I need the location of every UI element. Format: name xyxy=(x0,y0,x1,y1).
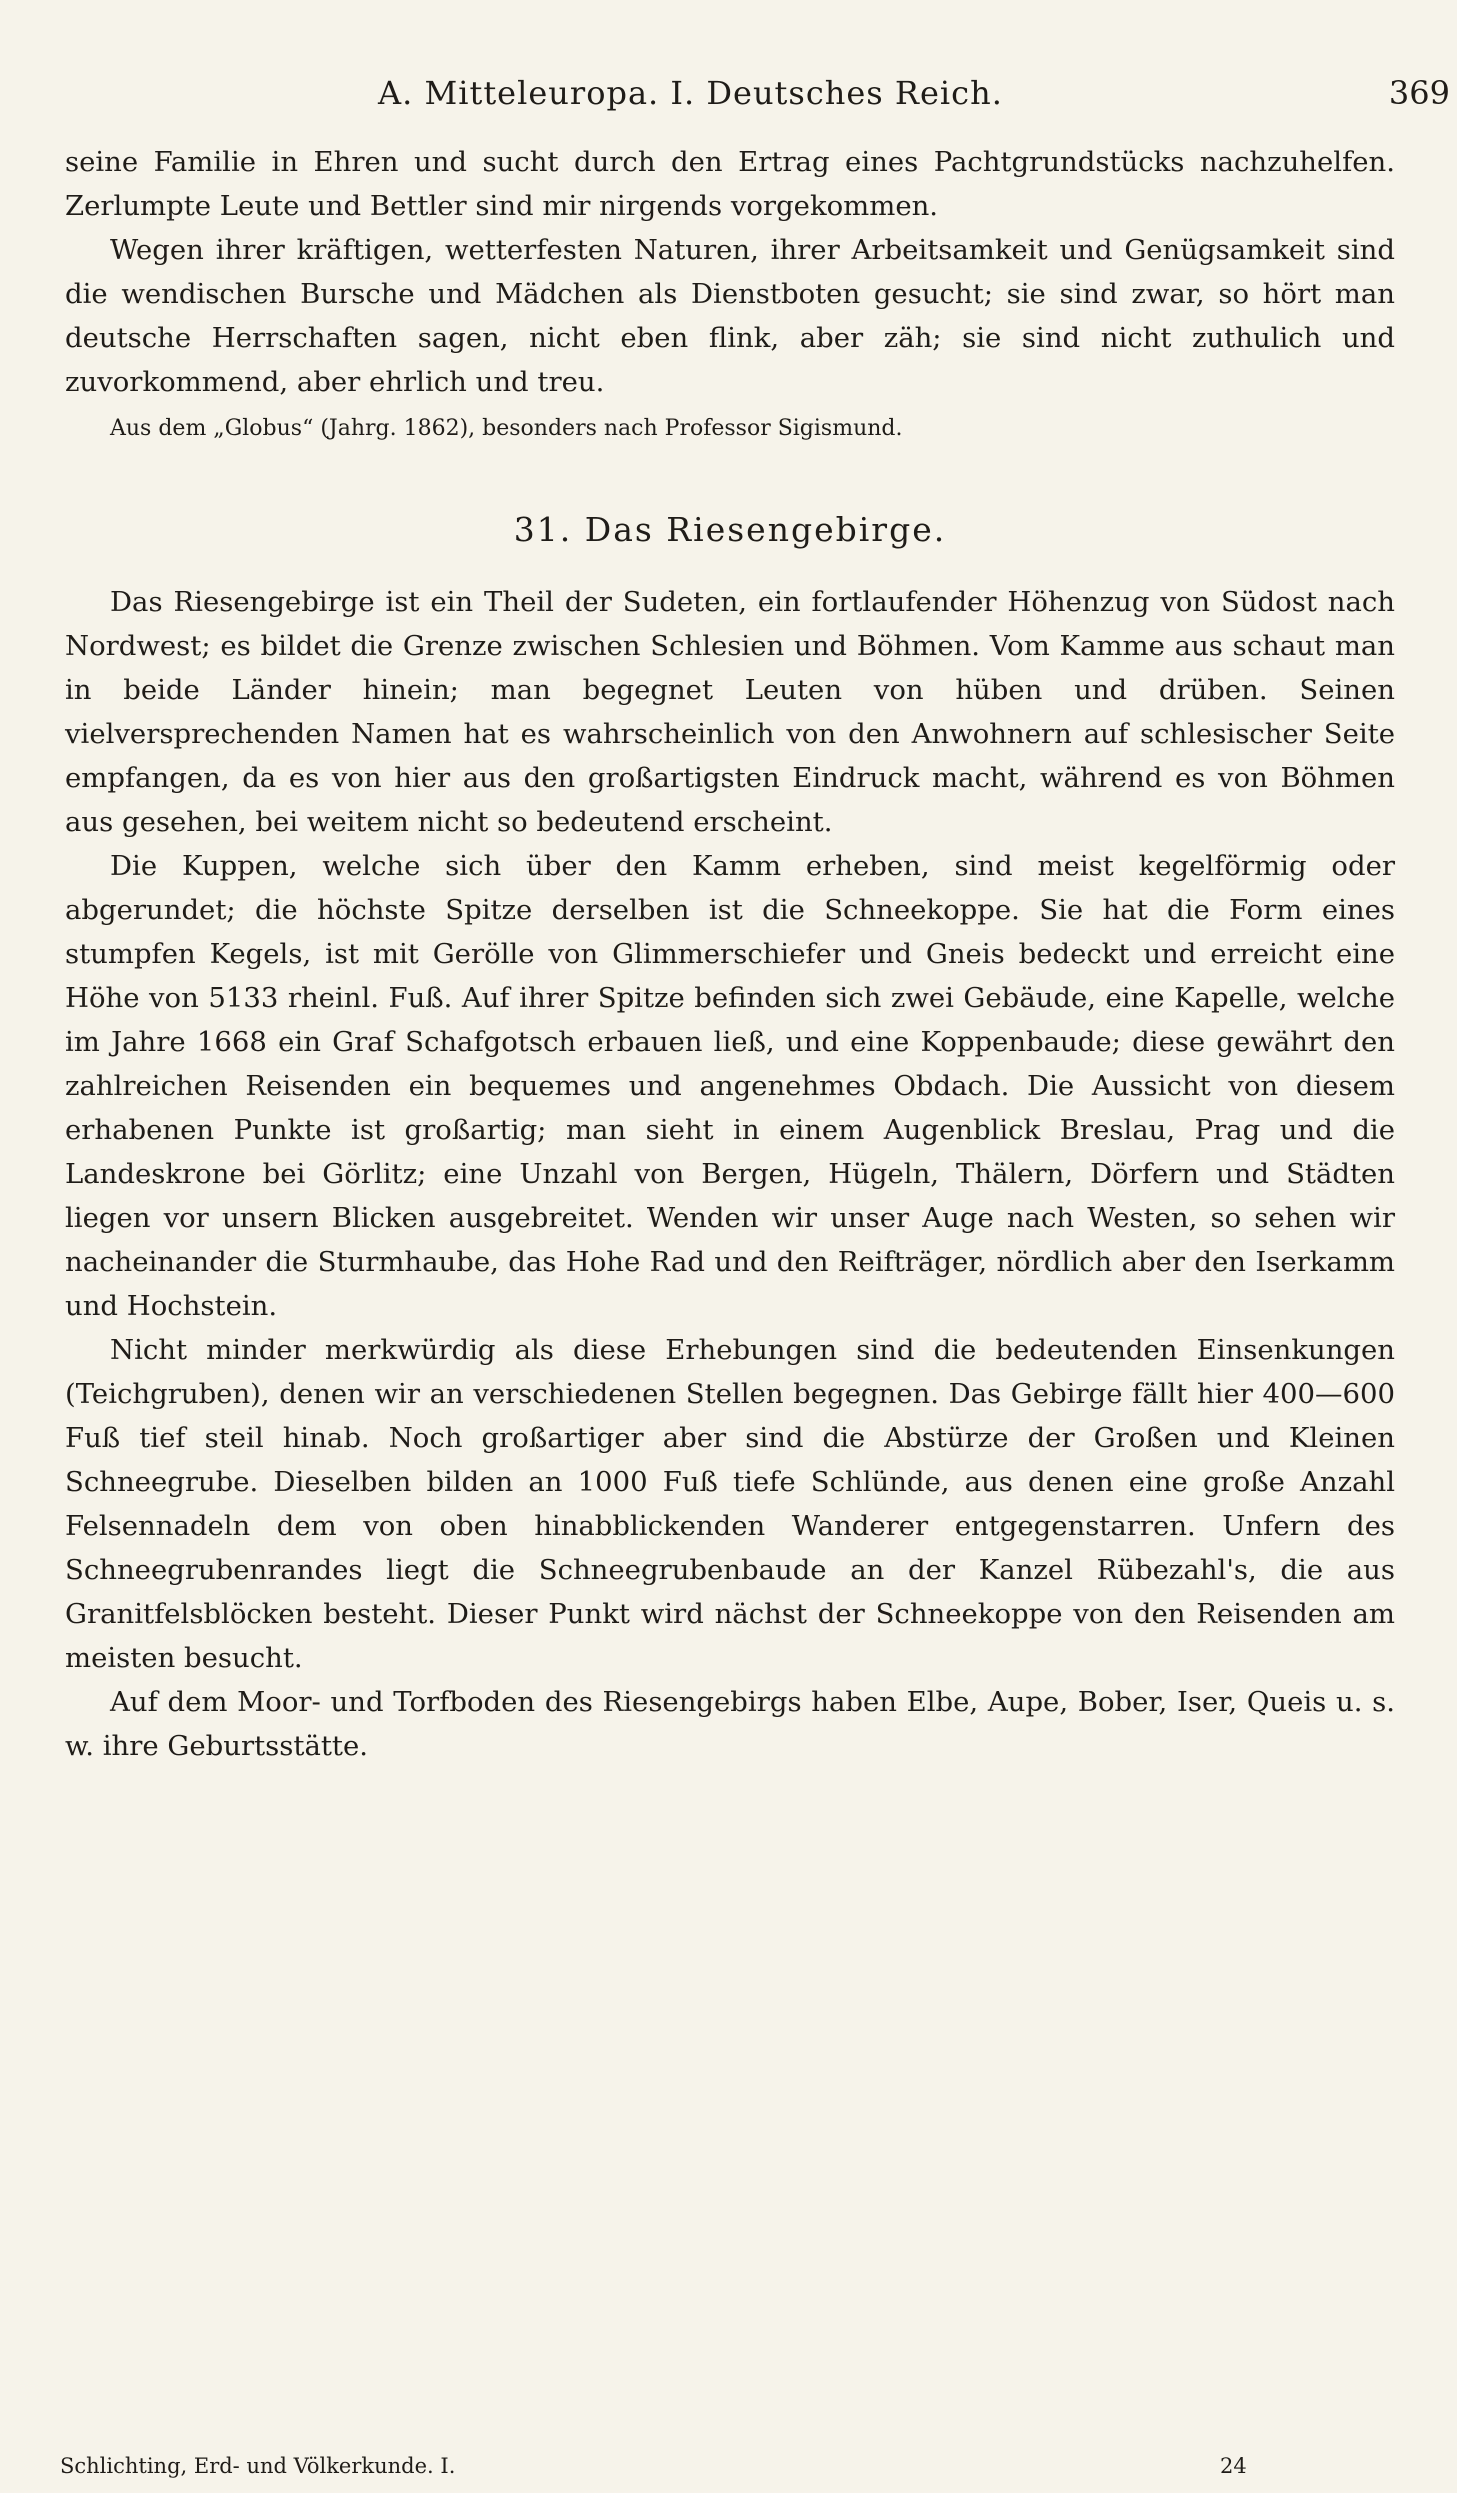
source-note: Aus dem „Globus“ (Jahrg. 1862), besonders nach Professor Sigismund. xyxy=(110,416,903,441)
section-heading: 31. Das Riesengebirge. xyxy=(513,510,947,549)
page-number: 369 xyxy=(1388,74,1450,112)
paragraph-schneegruben: Nicht minder merkwürdig als diese Erhebungen sind die bedeutenden Einsenkungen (Teichgruben), denen wir an verschiedenen Stellen begegnen. Das Gebirge fällt hier 400—600 Fuß tief steil hinab. Noch großartiger aber sind die Abstürze der Großen und Kleinen Schneegrube. Dieselben bilden an 1000 Fuß tiefe Schlünde, aus denen eine große Anzahl Felsennadeln dem von oben hinabblickenden Wanderer entgegenstarren. Unfern des Schneegrubenrandes liegt die Schneegrubenbaude an der Kanzel Rübezahl's, die aus Granitfelsblöcken besteht. Dieser Punkt wird nächst der Schneekoppe von den Reisenden am meisten besucht. xyxy=(65,1334,1395,1674)
paragraph-rivers: Auf dem Moor- und Torfboden des Riesengebirgs haben Elbe, Aupe, Bober, Iser, Queis u. s. w. ihre Geburtsstätte. xyxy=(65,1686,1395,1762)
paragraph-continued: seine Familie in Ehren und sucht durch den Ertrag eines Pachtgrundstücks nachzuhelfen. Zerlumpte Leute und Bettler sind mir nirgends vorgekommen. xyxy=(65,146,1395,222)
paragraph-schneekoppe: Die Kuppen, welche sich über den Kamm erheben, sind meist kegelförmig oder abgerundet; die höchste Spitze derselben ist die Schneekoppe. Sie hat die Form eines stumpfen Kegels, ist mit Gerölle von Glimmerschiefer und Gneis bedeckt und erreicht eine Höhe von 5133 rheinl. Fuß. Auf ihrer Spitze befinden sich zwei Gebäude, eine Kapelle, welche im Jahre 1668 ein Graf Schafgotsch erbauen ließ, und eine Koppenbaude; diese gewährt den zahlreichen Reisenden ein bequemes und angenehmes Obdach. Die Aussicht von diesem erhabenen Punkte ist großartig; man sieht in einem Augenblick Breslau, Prag und die Landeskrone bei Görlitz; eine Unzahl von Bergen, Hügeln, Thälern, Dörfern und Städten liegen vor unsern Blicken ausgebreitet. Wenden wir unser Auge nach Westen, so sehen wir nacheinander die Sturmhaube, das Hohe Rad und den Reifträger, nördlich aber den Iserkamm und Hochstein. xyxy=(65,850,1395,1322)
page-footer xyxy=(60,2454,1390,2484)
signature-mark: 24 xyxy=(1220,2454,1247,2478)
paragraph-wendish-servants: Wegen ihrer kräftigen, wetterfesten Naturen, ihrer Arbeitsamkeit und Genügsamkeit sind die wendischen Bursche und Mädchen als Dienstboten gesucht; sie sind zwar, so hört man deutsche Herrschaften sagen, nicht eben flink, aber zäh; sie sind nicht zuthulich und zuvorkommend, aber ehrlich und treu. xyxy=(65,234,1395,398)
page-body xyxy=(65,140,1395,1768)
running-head xyxy=(60,74,1450,118)
paragraph-riesengebirge-intro: Das Riesengebirge ist ein Theil der Sudeten, ein fortlaufender Höhenzug von Südost nach Nordwest; es bildet die Grenze zwischen Schlesien und Böhmen. Vom Kamme aus schaut man in beide Länder hinein; man begegnet Leuten von hüben und drüben. Seinen vielversprechenden Namen hat es wahrscheinlich von den Anwohnern auf schlesischer Seite empfangen, da es von hier aus den großartigsten Eindruck macht, während es von Böhmen aus gesehen, bei weitem nicht so bedeutend erscheint. xyxy=(65,586,1395,838)
running-head-title: A. Mitteleuropa. I. Deutsches Reich. xyxy=(378,74,1003,112)
footer-imprint: Schlichting, Erd- und Völkerkunde. I. xyxy=(60,2454,456,2478)
